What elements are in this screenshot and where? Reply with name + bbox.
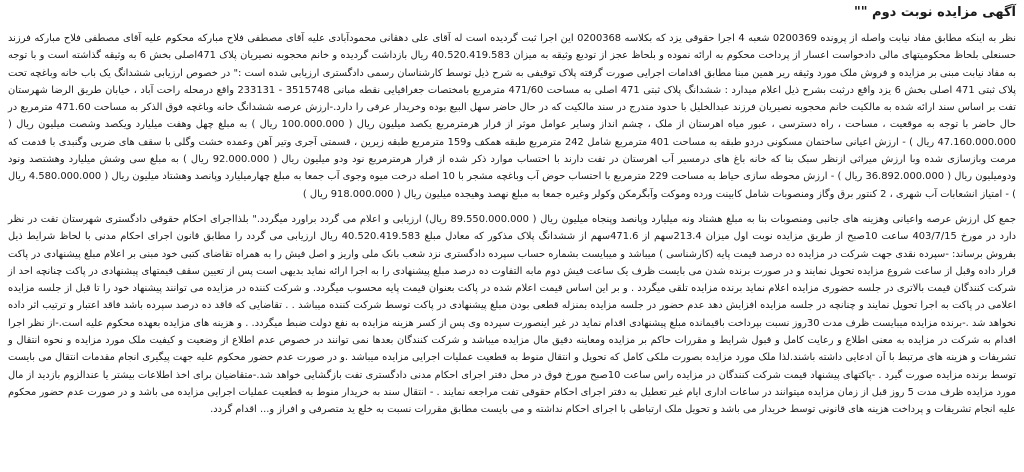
notice-paragraph-1: نظر به اینکه مطابق مفاد نیابت واصله از پرونده 0200369 شعبه 4 اجرا حقوقی یزد که بکلاسه 0200368 این اجرا ثبت گردیده است له آقای علی دهقانی محمودآبادی علیه آقای مصطفی فلاح مبارکه محکوم علیه آقای مصطفی فلاح مبارکه فرزند حسنعلی بلحاظ محکومیتهای مالی دادخواست اعسار از پرداخت محکوم به ارائه نموده و بلحاظ عجز از تودیع وثیقه به میزان 40.520.419.583 ریال بازداشت گردیده و خانم محجوبه نصیریان پلاک 471اصلی بخش 6 به وثیقه گذاشته است و با توجه به مفاد نیابت مبنی بر مزایده و فروش ملک مورد وثیقه ریر همین مبنا مطابق اقدامات اجرایی صورت گرفته پلاک توقیفی به شرح ذیل توسط کارشناسان رسمی دادگستری ارزیابی شده است :" در خصوص ارزیابی ششدانگ یک باب خانه وباغچه تحت پلاک ثبتی 471 اصلی بخش 6 یزد واقع درثبت بشرح ذیل اعلام میدارد : ششدانگ پلاک ثبتی 471 اصلی به مساحت 471/60 مترمربع بامختصات جغرافیایی نقطه مبانی 3515748 - 233131 واقع درمحله راحت آباد ، خیابان طریق الرضا شهرستان تفت بر اساس سند ارائه شده به مالکیت خانم محجوبه نصیریان فرزند عبدالخلیل با حدود مندرج در سند مالکیت که در حال حاضر سهل البیع بوده وخریدار عرفی را دارد.-ارزش عرصه ششدانگ خانه وباغچه فوق الذکر به مساحت 471.60 مترمربع در حال حاضر با توجه به موقعیت ، مساحت ، راه دسترسی ، عبور میاه اهرستان از ملک ، چشم انداز وسایر عوامل موثر از قرار هرمترمربع یکصد میلیون ریال ( 100.000.000 ریال ) به مبلغ چهل وهفت میلیارد ویکصد وشصت میلیون ریال ( 47.160.000.000 ریال ) - ارزش اعیانی ساختمان مسکونی دردو طبقه به مساحت 401 مترمربع شامل 242 مترمربع طبقه همکف و159 مترمربع طبقه زیرین ، قسمتی آجری وتیر آهن وعمده خشت وگلی با سقف های ضربی وگنبدی با قدمت که مرمت وبازسازی شده وبا ارزش میراثی ازنظر سبک بنا که خانه باغ های درمسیر آب اهرستان در تفت دارند با احتساب موارد ذکر شده از قرار هرمترمربع نود ودو میلیون ریال ( 92.000.000 ریال ) به مبلغ سی وشش میلیارد وهشتصد ونود ودومیلیون ریال ( 36.892.000.000 ریال ) - ارزش محوطه سازی حیاط به مساحت 229 مترمربع با احتساب حوض آب وباغچه مشجر با 10 اصله درخت میوه وجوی آب جمعا به مبلغ چهارمیلیارد وپانصد وهشتاد میلیون ریال ( 4.580.000.000 ریال ) - امتیاز انشعابات آب شهری ، 2 کنتور برق وگاز ومنصوبات شامل کابینت ورده وموکت وآبگرمکن وکولر وغیره جمعا به مبلغ نهصد وهیجده میلیون ریال ( 918.000.000 ریال ) (8, 33, 1017, 200)
paragraph-gap (8, 203, 1016, 211)
notice-paragraph-2: جمع کل ارزش عرصه واعیانی وهزینه های جانبی ومنصوبات بنا به مبلغ هشتاد ونه میلیارد وپانصد وپنجاه میلیون ریال ( 89.550.000.000 ریال) ارزیابی و اعلام می گردد براورد میگردد." بلذااجرای احکام حقوقی دادگستری شهرستان تفت در نظر دارد در مورخ 403/7/15 ساعت 10صبح از طریق مزایده نوبت اول میزان 213.4سهم از 471.6سهم از ششدانگ پلاک مذکور که معادل مبلغ 40.520.419.583 ریال ارزیابی می گردد را مطابق قانون اجرای احکام مدنی با لحاظ شرایط ذیل بفروش برساند: -سپرده نقدی جهت شرکت در مزایده ده درصد قیمت پایه (کارشناسی ) میباشد و میبایست بشماره حساب سپرده دادگستری نزد شعب بانک ملی واریز و اصل فیش را به همراه تقاضای کتبی خود مبنی بر اعلام مبلغ پیشنهادی در پاکت قرار داده وقبل از ساعت شروع مزایده تحویل نمایند و در صورت برنده شدن می بایست ظرف یک ساعت فیش دوم مابه التفاوت ده درصد مبلغ پیشنهادی را به اجرا ارائه نماید بدیهی است پس از تعیین سقف قیمتهای پیشنهادی در پاکت چنانچه احد از شرکت کنندگان قیمت بالاتری در جلسه حضوری مزایده اعلام نماید برنده مزایده تلقی میگردد . و بر این اساس قیمت اعلام شده در پاکت بعنوان قیمت پایه محسوب میگردد. و شرکت کننده در مزایده می توانند پیشنهاد خود را تا قبل از جلسه مزایده اعلامی در پاکت به اجرا تحویل نمایند و چنانچه در جلسه مزایده افزایش دهد عدم حضور در جلسه مزایده بمنزله قطعی بودن مبلغ پیشنهادی در پاکت توسط شرکت کننده میباشد . . تقاضایی که فاقد ده درصد سپرده باشد فاقد اعتبار و ترتیب اثر داده نخواهد شد .-برنده مزایده میبایست ظرف مدت 30روز نسبت بپرداخت باقیمانده مبلغ پیشنهادی اقدام نماید در غیر اینصورت سپرده وی پس از کسر هزینه مزایده به نفع دولت ضبط میگردد. . و هزینه های مزایده بعهده محکوم علیه است.-از نظر اجرا اقدام به شرکت در مزایده به معنی اطلاع و رعایت کامل و قبول شرایط و مقررات حاکم بر مزایده ومعاینه دقیق مال مزایده میباشد و شرکت کنندگان بعدها نمی توانند در خصوص عدم اطلاع از وضعیت و کیفیت ملک مورد مزایده و نحوه انتقال و تشریفات و هزینه های مرتبط با آن ادعایی داشته باشند.لذا ملک مورد مزایده بصورت ملکی کامل که تحویل و انتقال منوط به قطعیت عملیات اجرایی مزایده میباشد .و در صورت عدم حضور محکوم علیه جهت پیگیری انجام مقدمات انتقال می بایست توسط برنده مزایده صورت گیرد . -پاکتهای پیشنهاد قیمت شرکت کنندگان در مزایده راس ساعت 10صبح مورخ فوق در محل دفتر اجرای احکام مدنی دادگستری تفت بازگشایی خواهد شد.-متقاضیان برای اخذ اطلاعات بیشتر یا عندالزوم بازدید از مال مورد مزایده ظرف مدت 5 روز قبل از زمان مزایده میتوانند در ساعات اداری ایام غیر تعطیل به دفتر اجرای احکام حقوقی تفت مراجعه نمایند . - انتقال سند به خریدار منوط به قطعیت عملیات اجرایی مزایده می باشد و در صورت عدم حضور محکوم علیه انجام تشریفات و پرداخت هزینه های قانونی توسط خریدار می باشد و تحویل ملک ارتباطی با اجرای احکام نداشته و می بایست مطابق مقررات نسبت به خلع ید متصرفی و افراز و... اقدام گردد. (8, 213, 1017, 416)
notice-title: آگهی مزایده نوبت دوم "" (853, 5, 1016, 20)
